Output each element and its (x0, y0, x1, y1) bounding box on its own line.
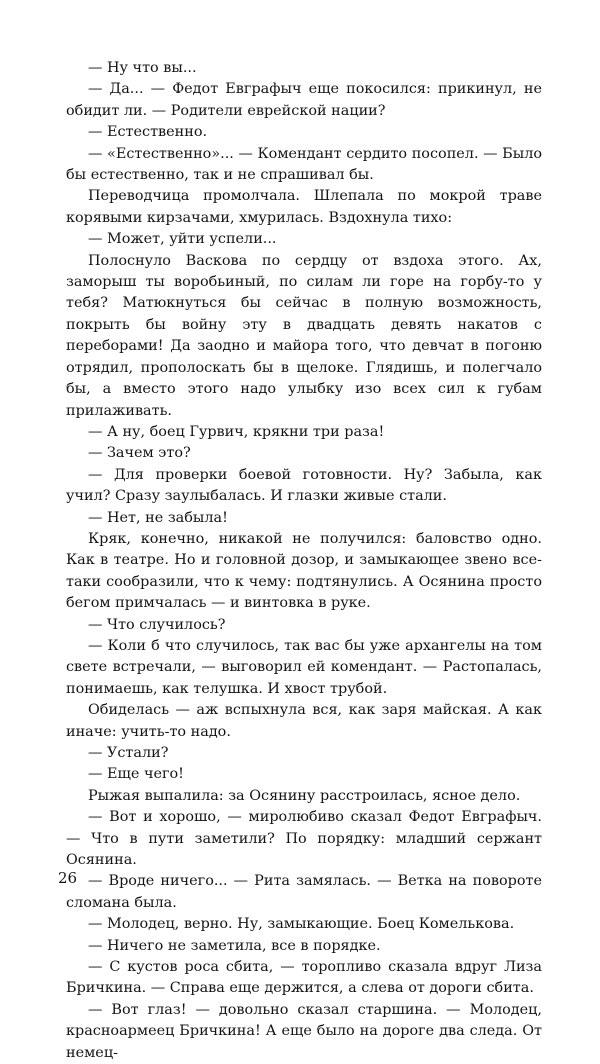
paragraph: — Вот и хорошо, — миролюбиво сказал Федот Евграфыч. — Что в пути заметили? По порядку: младший сержант Осянина. (66, 809, 542, 869)
paragraph: Обиделась — аж вспыхнула вся, как заря майская. А как иначе: учить-то надо. (66, 702, 542, 740)
paragraph: — Еще чего! (88, 766, 184, 783)
paragraph: — Что случилось? (88, 616, 226, 633)
paragraph: — Молодец, верно. Ну, замыкающие. Боец Комелькова. (88, 916, 515, 933)
paragraph: — Для проверки боевой готовности. Ну? Забыла, как учил? Сразу заулыбалась. И глазки живые стали. (66, 466, 542, 505)
paragraph: — «Естественно»... — Комендант сердито посопел. — Было бы естественно, так и не спрашивал бы. (66, 145, 542, 184)
page-text (66, 58, 542, 1064)
paragraph: — Вот глаз! — довольно сказал старшина. — Молодец, красноармеец Бричкина! А еще было на дороге два следа. От немец- (66, 1001, 542, 1061)
paragraph: — Естественно. (88, 124, 208, 141)
paragraph: — Может, уйти успели... (88, 231, 277, 248)
paragraph: — Да... — Федот Евграфыч еще покосился: прикинул, не обидит ли. — Родители еврейской нации? (66, 81, 542, 119)
paragraph: — Ничего не заметила, все в порядке. (88, 937, 381, 954)
paragraph: — Устали? (88, 745, 169, 761)
paragraph: — Нет, не забыла! (88, 509, 228, 526)
paragraph: — А ну, боец Гурвич, крякни три раза! (88, 423, 385, 440)
page-number: 26 (58, 869, 78, 887)
paragraph: Кряк, конечно, никакой не получился: баловство одно. Как в театре. Но и головной дозор, и замыкающее звено все-таки сообразили, что к чему: подтянулись. А Осянина просто бегом примчалась — и винтовка в руке. (66, 530, 542, 612)
paragraph: — Ну что вы... (88, 60, 197, 76)
paragraph: Рыжая выпалила: за Осянину расстроилась, ясное дело. (88, 787, 521, 804)
paragraph: — С кустов роса сбита, — торопливо сказала вдруг Лиза Бричкина. — Справа еще держится, а слева от дороги сбита. (66, 959, 542, 997)
paragraph: — Коли б что случилось, так вас бы уже архангелы на том свете встречали, — выговорил ей комендант. — Растопалась, понимаешь, как телушка. И хвост трубой. (66, 637, 542, 697)
paragraph: — Вроде ничего... — Рита замялась. — Ветка на повороте сломана была. (66, 873, 542, 911)
paragraph: Полоснуло Васкова по сердцу от вздоха этого. Ах, заморыш ты воробьиный, по силам ли горе на горбу-то у тебя? Матюкнуться бы сейчас в полную возможность, покрыть бы войну эту в двадцать девять накатов с переборами! Да заодно и майора того, что девчат в погоню отрядил, прополоскать бы в щелоке. Глядишь, и полегчало бы, а вместо этого надо улыбку изо всех сил к губам прилаживать. (66, 252, 542, 419)
paragraph: Переводчица промолчала. Шлепала по мокрой траве корявыми кирзачами, хмурилась. Вздохнула тихо: (66, 188, 542, 226)
paragraph: — Зачем это? (88, 445, 191, 462)
